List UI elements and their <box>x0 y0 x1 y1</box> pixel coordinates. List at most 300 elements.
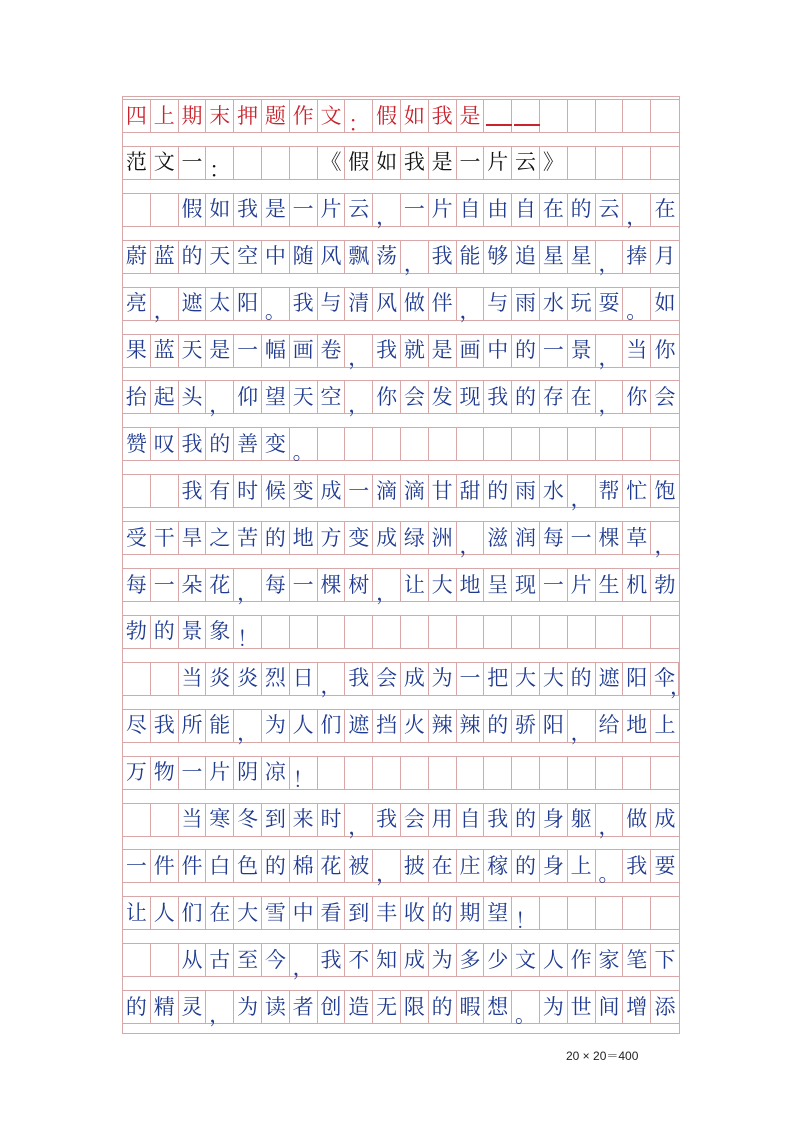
grid-cell <box>623 804 651 836</box>
grid-character: 雪 <box>264 900 286 925</box>
grid-cell <box>123 991 151 1023</box>
grid-character: 蓝 <box>153 338 175 362</box>
grid-character: ， <box>376 580 398 605</box>
grid-character: 题 <box>264 103 286 128</box>
grid-cell <box>429 757 457 789</box>
grid-cell <box>484 710 512 742</box>
grid-character: ， <box>348 346 370 370</box>
grid-character: 我 <box>181 478 203 503</box>
grid-character: 云 <box>515 150 537 175</box>
grid-cell <box>540 804 568 836</box>
grid-character: 看 <box>320 900 342 925</box>
grid-character: 的 <box>515 807 537 831</box>
grid-character: 当 <box>181 807 203 831</box>
grid-character: 笔 <box>626 947 648 972</box>
grid-character: ， <box>348 392 370 417</box>
grid-character: 下 <box>654 947 676 972</box>
grid-cell <box>540 522 568 554</box>
grid-cell <box>373 335 401 367</box>
grid-character: 善 <box>237 431 259 456</box>
grid-cell <box>345 100 373 136</box>
grid-character: 人 <box>153 900 175 925</box>
grid-cell <box>262 381 290 413</box>
grid-character: 限 <box>403 994 425 1019</box>
grid-character: 我 <box>431 103 453 128</box>
grid-cell <box>568 475 596 511</box>
grid-character: 炎 <box>209 666 231 691</box>
grid-cell <box>540 710 568 742</box>
grid-cell <box>290 616 318 648</box>
grid-cell <box>540 757 568 789</box>
grid-cell <box>623 381 651 413</box>
grid-character: 收 <box>403 900 425 925</box>
grid-character: 忙 <box>626 478 648 503</box>
grid-cell <box>318 944 346 976</box>
grid-character: 旱 <box>181 525 203 550</box>
grid-character: 们 <box>181 900 203 925</box>
grid-cell <box>651 381 679 413</box>
grid-cell <box>484 381 512 413</box>
grid-cell <box>568 428 596 460</box>
grid-cell <box>651 991 679 1023</box>
grid-character: 雨 <box>515 291 537 316</box>
grid-character: ， <box>376 861 398 886</box>
grid-character: 被 <box>348 853 370 878</box>
grid-character: 绿 <box>403 525 425 550</box>
grid-character: 片 <box>209 760 231 785</box>
grid-character: 上 <box>153 103 175 128</box>
grid-character: 成 <box>376 525 398 550</box>
grid-cell <box>457 288 485 324</box>
grid-character: 为 <box>431 947 453 972</box>
grid-cell <box>429 194 457 226</box>
grid-cell <box>429 616 457 648</box>
grid-cell <box>596 241 624 277</box>
grid-cell <box>596 475 624 507</box>
grid-cell <box>540 241 568 273</box>
grid-cell <box>623 288 651 324</box>
grid-character: 家 <box>598 947 620 972</box>
grid-cell <box>401 475 429 507</box>
grid-cell <box>596 804 624 839</box>
grid-character: 望 <box>264 384 286 409</box>
grid-cell <box>262 241 290 273</box>
grid-cell <box>623 522 651 554</box>
grid-character: 由 <box>487 197 509 222</box>
grid-cell <box>429 663 457 695</box>
grid-cell <box>262 100 290 132</box>
grid-cell <box>290 522 318 554</box>
text-row <box>123 240 679 277</box>
grid-cell <box>651 944 679 976</box>
grid-cell <box>484 100 512 132</box>
grid-character: 清 <box>348 291 370 316</box>
grid-cell <box>512 897 540 933</box>
grid-cell <box>206 616 234 648</box>
grid-cell <box>179 475 207 507</box>
grid-cell <box>123 663 151 695</box>
grid-cell <box>429 569 457 601</box>
grid-character: 自 <box>459 197 481 222</box>
grid-character: 件 <box>153 853 175 878</box>
grid-cell <box>651 710 679 742</box>
grid-cell <box>484 428 512 460</box>
grid-cell <box>345 804 373 839</box>
grid-cell <box>179 522 207 554</box>
grid-cell <box>290 241 318 273</box>
text-row <box>123 474 679 511</box>
grid-character: ！ <box>237 627 259 652</box>
grid-cell <box>651 804 679 836</box>
grid-cell <box>151 663 179 695</box>
grid-character: 甜 <box>459 478 481 503</box>
grid-cell <box>484 757 512 789</box>
grid-cell <box>623 991 651 1023</box>
grid-cell <box>262 616 290 648</box>
grid-cell <box>206 944 234 976</box>
grid-cell <box>540 663 568 695</box>
grid-character: 身 <box>542 807 564 831</box>
grid-cell <box>512 569 540 601</box>
grid-cell <box>484 147 512 179</box>
grid-cell <box>123 335 151 367</box>
grid-cell <box>290 335 318 367</box>
grid-character: 在 <box>654 197 676 222</box>
grid-cell <box>457 475 485 507</box>
grid-cell <box>290 147 318 179</box>
grid-cell <box>345 850 373 882</box>
grid-character: 是 <box>209 338 231 362</box>
grid-character: 作 <box>292 103 314 128</box>
grid-cell <box>623 335 651 367</box>
grid-character: ： <box>209 158 231 183</box>
grid-cell <box>318 335 346 367</box>
grid-cell <box>623 569 651 601</box>
grid-character: 自 <box>515 197 537 222</box>
grid-cell <box>373 522 401 554</box>
grid-cell <box>623 897 651 929</box>
grid-character: 假 <box>181 197 203 222</box>
grid-character: 多 <box>459 947 481 972</box>
grid-cell <box>179 288 207 320</box>
grid-character: 会 <box>376 666 398 691</box>
grid-cell <box>512 428 540 460</box>
grid-character: ， <box>320 674 342 699</box>
grid-cell <box>123 428 151 460</box>
grid-cell <box>373 475 401 507</box>
grid-cell <box>623 194 651 230</box>
grid-character: 我 <box>348 666 370 691</box>
grid-cell <box>457 991 485 1023</box>
grid-character: 把 <box>487 666 509 691</box>
grid-cell <box>206 475 234 507</box>
grid-cell <box>651 147 679 179</box>
grid-cell <box>345 381 373 417</box>
grid-cell <box>290 663 318 695</box>
grid-cell <box>651 241 679 273</box>
grid-cell <box>206 241 234 273</box>
grid-cell <box>623 663 651 695</box>
grid-character: 期 <box>459 900 481 925</box>
grid-character: 在 <box>570 384 592 409</box>
grid-character: 尽 <box>125 713 147 738</box>
grid-cell <box>179 991 207 1023</box>
grid-character: 我 <box>487 807 509 831</box>
hanging-punctuation: ， <box>670 674 691 699</box>
grid-cell <box>123 944 151 976</box>
grid-character: 的 <box>209 431 231 456</box>
grid-cell <box>318 616 346 648</box>
grid-character: 月 <box>654 244 676 269</box>
grid-character: 会 <box>654 384 676 409</box>
grid-cell <box>179 804 207 836</box>
grid-cell <box>234 475 262 507</box>
grid-cell <box>512 288 540 320</box>
grid-cell <box>290 569 318 601</box>
grid-character: 与 <box>320 291 342 316</box>
grid-character: 荡 <box>376 244 398 269</box>
grid-character: 一 <box>292 572 314 597</box>
grid-cell <box>373 381 401 413</box>
grid-character: 是 <box>264 197 286 222</box>
grid-cell <box>373 850 401 886</box>
grid-cell <box>540 428 568 460</box>
grid-cell <box>345 194 373 226</box>
text-row <box>123 287 679 324</box>
grid-character: ， <box>209 1002 231 1027</box>
grid-character: 从 <box>181 947 203 972</box>
grid-character: 精 <box>153 994 175 1019</box>
grid-character: 空 <box>237 244 259 269</box>
grid-character: 文 <box>153 150 175 175</box>
grid-character: 现 <box>515 572 537 597</box>
fill-in-blank-line <box>514 124 540 126</box>
grid-character: ！ <box>292 768 314 793</box>
grid-cell <box>484 663 512 695</box>
grid-cell <box>596 663 624 695</box>
grid-cell <box>373 663 401 695</box>
grid-character: 我 <box>292 291 314 316</box>
grid-cell <box>540 897 568 929</box>
grid-character: 地 <box>626 713 648 738</box>
essay-grid-paper <box>122 96 691 1034</box>
grid-character: 来 <box>292 807 314 831</box>
grid-cell <box>123 710 151 742</box>
grid-cell <box>179 616 207 648</box>
grid-cell <box>651 569 679 601</box>
grid-cell <box>484 991 512 1023</box>
grid-character: 成 <box>654 807 676 831</box>
grid-cell <box>290 944 318 980</box>
grid-character: 一 <box>542 572 564 597</box>
grid-character: ， <box>237 721 259 746</box>
grid-character: 世 <box>570 994 592 1019</box>
grid-cell <box>290 475 318 507</box>
grid-cell <box>457 663 485 695</box>
grid-character: 变 <box>264 431 286 456</box>
grid-cell <box>596 288 624 320</box>
grid-cell <box>429 428 457 460</box>
grid-character: ： <box>348 111 370 136</box>
grid-character: 会 <box>403 384 425 409</box>
grid-cell <box>234 616 262 652</box>
grid-character: 的 <box>515 338 537 362</box>
grid-character: ， <box>292 955 314 980</box>
grid-cell <box>179 944 207 976</box>
grid-character: ， <box>598 346 620 370</box>
grid-character: ， <box>570 721 592 746</box>
grid-character: 一 <box>153 572 175 597</box>
grid-cell <box>457 804 485 836</box>
grid-cell <box>206 991 234 1027</box>
grid-cell <box>206 147 234 183</box>
grid-character: 的 <box>515 384 537 409</box>
grid-cell <box>651 897 679 929</box>
grid-character: 捧 <box>626 244 648 269</box>
grid-cell <box>234 335 262 367</box>
grid-cell <box>234 194 262 226</box>
grid-character: 云 <box>598 197 620 222</box>
grid-character: 在 <box>542 197 564 222</box>
grid-character: 每 <box>264 572 286 597</box>
grid-character: 干 <box>153 525 175 550</box>
grid-character: 者 <box>292 994 314 1019</box>
grid-cell <box>401 944 429 976</box>
grid-character: 片 <box>570 572 592 597</box>
grid-character: 暇 <box>459 994 481 1019</box>
grid-character: 成 <box>403 947 425 972</box>
grid-character: 烈 <box>264 666 286 691</box>
grid-character: 白 <box>209 853 231 878</box>
grid-cell <box>457 241 485 273</box>
grid-cell <box>512 335 540 367</box>
grid-cell <box>401 616 429 648</box>
grid-character: 果 <box>125 338 147 362</box>
grid-character: 我 <box>626 853 648 878</box>
grid-character: 披 <box>403 853 425 878</box>
grid-cell <box>345 475 373 507</box>
grid-cell <box>401 381 429 413</box>
grid-cell <box>318 288 346 320</box>
grid-cell <box>262 428 290 460</box>
grid-cell <box>373 944 401 976</box>
grid-cell <box>151 100 179 132</box>
grid-character: 象 <box>209 619 231 644</box>
grid-character: 的 <box>431 900 453 925</box>
grid-cell <box>568 804 596 836</box>
grid-cell <box>373 804 401 836</box>
grid-character: 勃 <box>654 572 676 597</box>
grid-cell <box>234 100 262 132</box>
grid-character: 庄 <box>459 853 481 878</box>
grid-cell <box>457 147 485 179</box>
grid-cell <box>484 335 512 367</box>
grid-cell <box>401 100 429 132</box>
grid-character: 万 <box>125 760 147 785</box>
grid-cell <box>373 100 401 132</box>
grid-character: 幅 <box>264 338 286 362</box>
grid-character: 每 <box>542 525 564 550</box>
grid-cell <box>151 475 179 507</box>
grid-character: 炎 <box>237 666 259 691</box>
grid-cell <box>151 897 179 929</box>
grid-cell <box>290 100 318 132</box>
grid-character: 一 <box>570 525 592 550</box>
grid-cell <box>206 757 234 789</box>
grid-character: ， <box>459 533 481 558</box>
grid-cell <box>568 944 596 976</box>
text-row <box>123 427 679 464</box>
grid-character: 一 <box>181 760 203 785</box>
grid-character: 望 <box>487 900 509 925</box>
grid-cell <box>623 616 651 648</box>
grid-cell <box>151 428 179 460</box>
grid-character: 抬 <box>125 384 147 409</box>
grid-character: 无 <box>376 994 398 1019</box>
grid-character: 让 <box>403 572 425 597</box>
grid-cell <box>484 569 512 601</box>
grid-cell <box>234 850 262 882</box>
grid-character: 头 <box>181 384 203 409</box>
grid-character: 玩 <box>570 291 592 316</box>
grid-cell <box>373 428 401 460</box>
grid-character: 我 <box>487 384 509 409</box>
grid-cell <box>206 100 234 132</box>
grid-cell <box>151 710 179 742</box>
grid-character: 一 <box>348 478 370 503</box>
grid-cell <box>234 804 262 836</box>
grid-cell <box>568 100 596 132</box>
grid-character: 让 <box>125 900 147 925</box>
grid-character: 添 <box>654 994 676 1019</box>
grid-character: 风 <box>376 291 398 316</box>
grid-cell <box>318 663 346 699</box>
grid-cell <box>512 100 540 132</box>
grid-character: 一 <box>125 853 147 878</box>
grid-cell <box>484 616 512 648</box>
grid-cell <box>206 569 234 601</box>
grid-cell <box>596 616 624 648</box>
grid-cell <box>206 850 234 882</box>
grid-character: 饱 <box>654 478 676 503</box>
grid-character: 灵 <box>181 994 203 1019</box>
grid-cell <box>457 194 485 226</box>
grid-cell <box>429 100 457 132</box>
grid-cell <box>401 288 429 320</box>
grid-cell <box>373 897 401 929</box>
grid-character: 做 <box>626 807 648 831</box>
grid-character: 机 <box>626 572 648 597</box>
grid-cell <box>429 850 457 882</box>
grid-character: 做 <box>403 291 425 316</box>
grid-character: 在 <box>431 853 453 878</box>
grid-cell <box>512 944 540 976</box>
grid-cell <box>151 288 179 324</box>
grid-character: 色 <box>237 853 259 878</box>
grid-character: 一 <box>181 150 203 175</box>
grid-cell <box>123 194 151 226</box>
grid-cell <box>123 147 151 179</box>
grid-cell <box>234 757 262 789</box>
grid-character: 起 <box>153 384 175 409</box>
grid-cell <box>540 850 568 882</box>
grid-character: 帮 <box>598 478 620 503</box>
grid-cell <box>123 475 151 507</box>
grid-character: 成 <box>403 666 425 691</box>
grid-character: 。 <box>264 299 286 324</box>
text-row <box>123 615 679 652</box>
grid-character: 水 <box>542 291 564 316</box>
